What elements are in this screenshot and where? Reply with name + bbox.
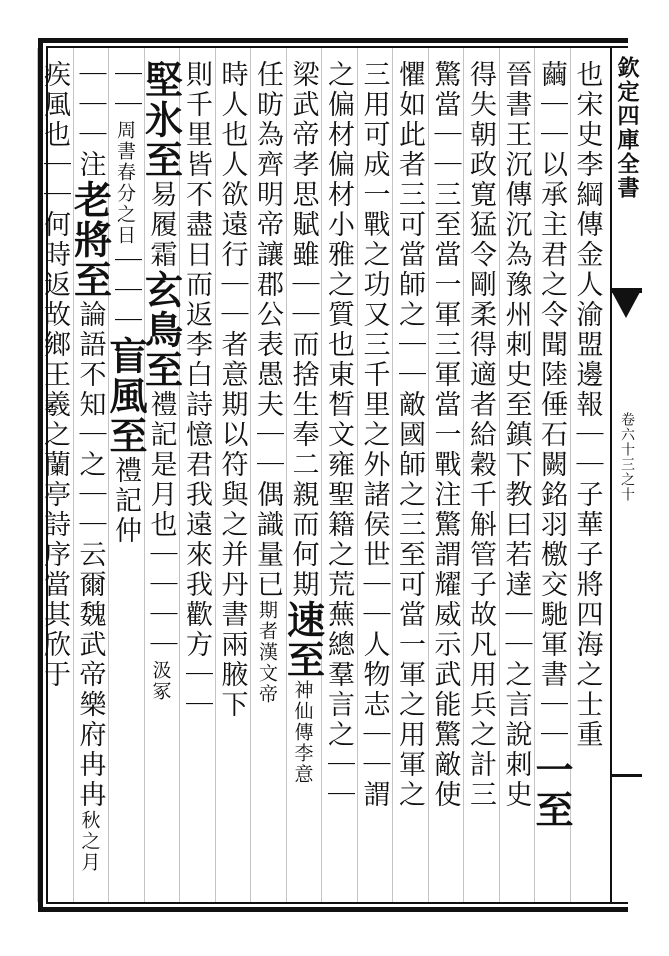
text-column: [103, 60, 148, 898]
annotation-text: 神仙傳李意: [291, 680, 314, 785]
entry-heading: 玄鳥至: [138, 270, 184, 390]
body-text: 也宋史李綱傳金人渝盟邊報｜｜子華子將四海之士重: [571, 60, 603, 750]
body-text: ｜｜何時返故鄉王羲之蘭亭詩序當其欣于: [39, 150, 70, 690]
column-rule: [37, 48, 38, 902]
margin-book-title: 欽定四庫全書: [614, 56, 640, 200]
text-column: [251, 60, 287, 898]
body-text: 任昉為齊明帝讓郡公表愚夫｜｜偶識量已: [252, 60, 283, 600]
entry-heading: 速至: [280, 600, 326, 680]
body-text: 禮記仲: [110, 456, 141, 546]
lower-fishtail-bar: [612, 774, 642, 777]
body-text: 疾風也: [39, 60, 70, 150]
text-column: [571, 60, 607, 898]
body-text: 之偏材偏材小雅之質也東晳文雍聖籍之荒蕪總羣言之｜｜: [323, 60, 354, 810]
text-column: [529, 60, 574, 898]
entry-heading: 堅氷至: [138, 60, 184, 180]
annotation-text: 秋之月: [78, 810, 101, 873]
text-column: [138, 60, 184, 898]
annotation-text: 期者漢文帝: [256, 600, 278, 705]
text-column: [216, 60, 252, 898]
body-text: 繭｜｜以承主君之令聞陸倕石闕銘羽檄交馳軍書｜｜: [536, 60, 567, 750]
body-text: ｜｜｜: [110, 246, 141, 336]
fishtail-mark: [612, 292, 640, 318]
inner-border-top: [46, 46, 628, 48]
body-text: 晉書王沉傳沉為豫州刺史至鎮下教曰若達｜｜之言說刺史: [500, 60, 532, 810]
annotation-text: 周書春分之日: [114, 120, 136, 246]
body-text: 驚當｜｜三至當一軍三軍當一戰注驚謂耀威示武能驚敵使: [429, 60, 461, 810]
body-text: ｜｜｜注: [74, 60, 106, 180]
text-column: [322, 60, 358, 898]
text-column: [500, 60, 536, 898]
body-text: ｜｜: [110, 60, 141, 120]
text-column: [358, 60, 394, 898]
body-text: 時人也人欲遠行｜｜者意期以符與之并丹書兩腋下: [216, 60, 248, 720]
body-text: 得失朝政寛猛令剛柔得適者給穀千斛管子故凡用兵之計三: [465, 60, 496, 810]
text-column: [180, 60, 216, 898]
text-column: [38, 60, 74, 898]
margin-volume-label: 卷六十三之十: [619, 412, 635, 502]
text-column: [464, 60, 500, 898]
inner-border-bottom: [46, 902, 628, 904]
entry-heading: 一至: [529, 750, 574, 830]
body-text: 梁武帝孝思賦雖｜｜而捨生奉二親而何期: [287, 60, 319, 600]
annotation-text: 汲冢: [149, 660, 172, 702]
body-text: 禮記是月也｜｜｜｜: [145, 390, 177, 660]
body-text: 論語不知｜之｜｜云爾魏武帝樂府冉冉: [74, 300, 106, 810]
body-text: 三用可成一戰之功又三千里之外諸侯世｜｜人物志｜｜謂: [358, 60, 390, 810]
entry-heading: 老將至: [67, 180, 113, 300]
body-text: 懼如此者三可當師之｜｜敵國師之三至可當一軍之用軍之: [394, 60, 425, 810]
text-column: [429, 60, 465, 898]
body-text: 易履霜: [145, 180, 177, 270]
entry-heading: 盲風至: [103, 336, 148, 456]
text-column: [67, 60, 113, 898]
text-column: [280, 60, 326, 898]
body-text: 則千里皆不盡日而返李白詩憶君我遠來我歡方｜｜: [181, 60, 212, 720]
text-column: [393, 60, 429, 898]
